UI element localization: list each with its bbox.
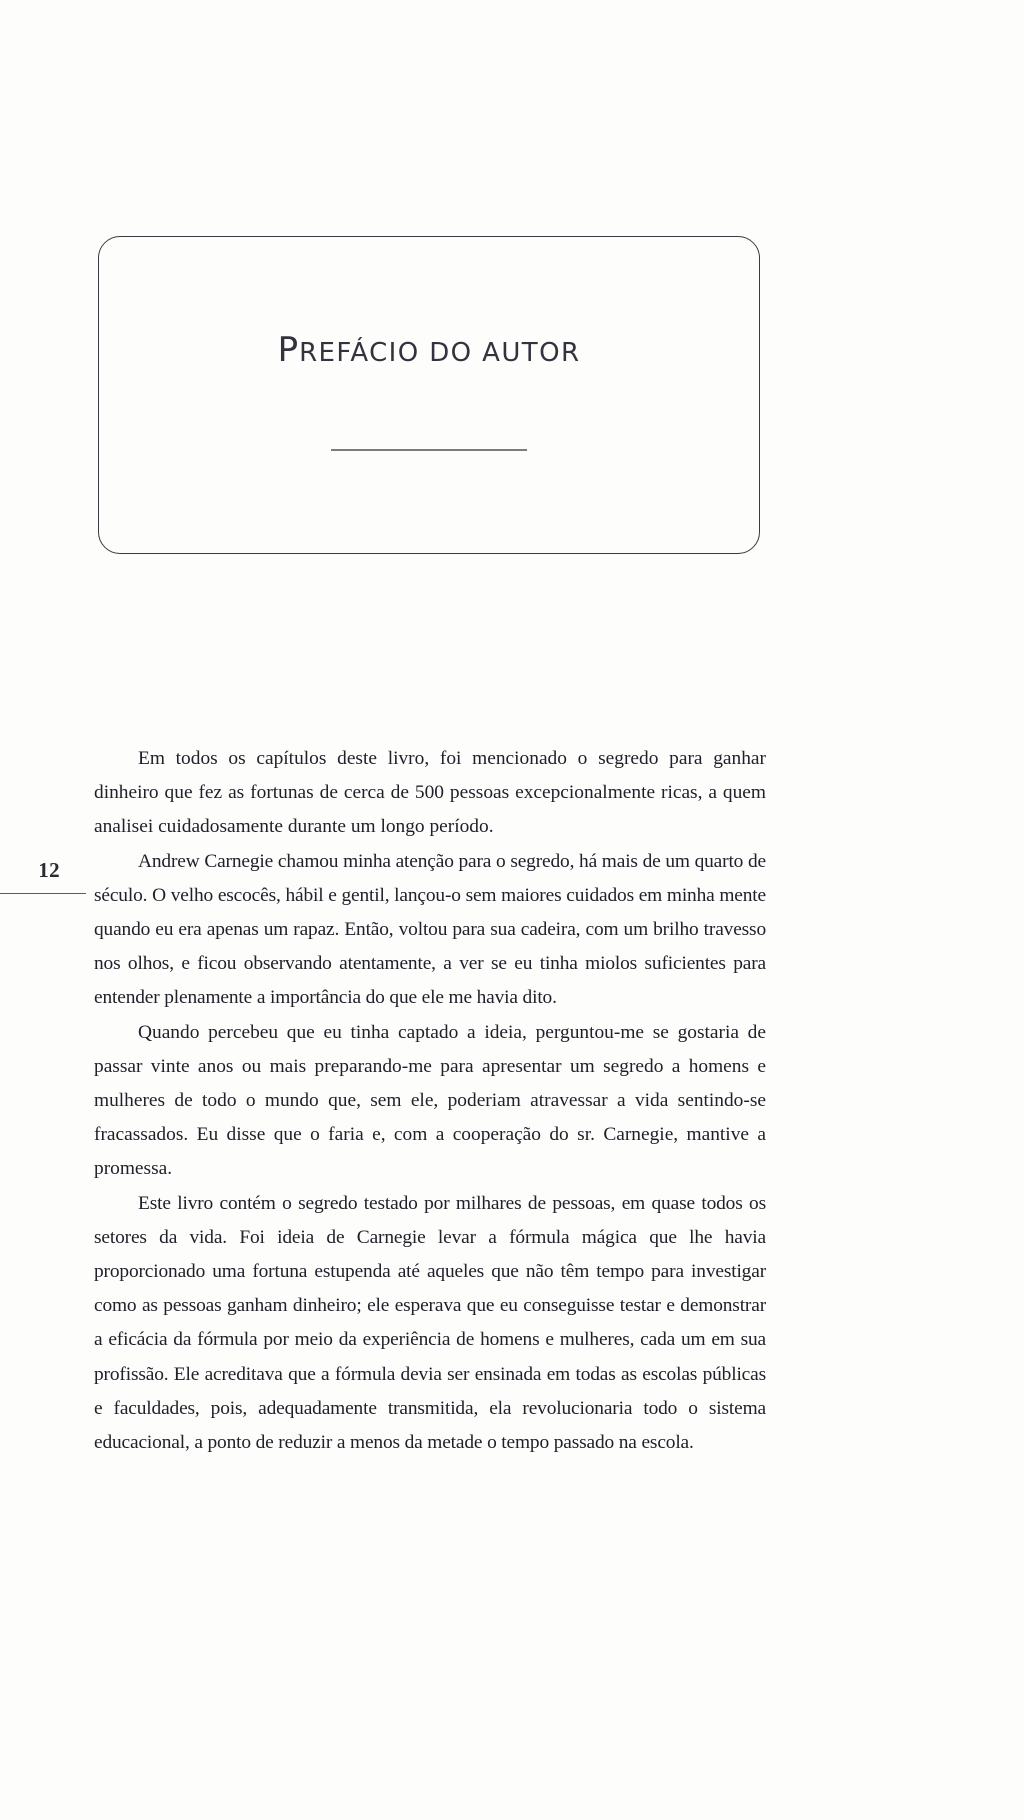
page-number: 12 bbox=[38, 858, 60, 882]
paragraph: Este livro contém o segredo testado por milhares de pessoas, em quase todos os setores da vida. Foi ideia de Carnegie levar a fórmula mágica que lhe havia proporcionado uma fortuna estupenda até aqueles que não têm tempo para investigar como as pessoas ganham dinheiro; ele esperava que eu conseguisse testar e demonstrar a eficácia da fórmula por meio da experiência de homens e mulheres, cada um em sua profissão. Ele acreditava que a fórmula devia ser ensinada em todas as escolas públicas e faculdades, pois, adequadamente transmitida, ela revolucionaria todo o sistema educacional, a ponto de reduzir a menos da metade o tempo passado na escola. bbox=[94, 1192, 766, 1454]
chapter-title-rest: REFÁCIO DO AUTOR bbox=[299, 338, 581, 368]
chapter-title-initial: P bbox=[277, 330, 300, 370]
page-folio-block bbox=[0, 860, 88, 906]
folio-rule bbox=[0, 893, 86, 894]
body-text-column bbox=[94, 742, 766, 1460]
paragraph: Quando percebeu que eu tinha captado a ideia, perguntou-me se gostaria de passar vinte anos ou mais preparando-me para apresentar um segredo a homens e mulheres de todo o mundo que, sem ele, poderiam atravessar a vida sentindo-se fracassados. Eu disse que o faria e, com a cooperação do sr. Carnegie, mantive a promessa. bbox=[94, 1021, 766, 1180]
paragraph: Em todos os capítulos deste livro, foi mencionado o segredo para ganhar dinheiro que fez as fortunas de cerca de 500 pessoas excepcionalmente ricas, a quem analisei cuidadosamente durante um longo período. bbox=[94, 748, 766, 838]
paragraph: Andrew Carnegie chamou minha atenção para o segredo, há mais de um quarto de século. O velho escocês, hábil e gentil, lançou-o sem maiores cuidados em minha mente quando eu era apenas um rapaz. Então, voltou para sua cadeira, com um brilho travesso nos olhos, e ficou observando atentamente, a ver se eu tinha miolos suficientes para entender plenamente a importância do que ele me havia dito. bbox=[94, 850, 766, 1009]
chapter-title-rule bbox=[331, 449, 527, 451]
chapter-header-box bbox=[98, 236, 760, 554]
chapter-title bbox=[99, 330, 759, 370]
